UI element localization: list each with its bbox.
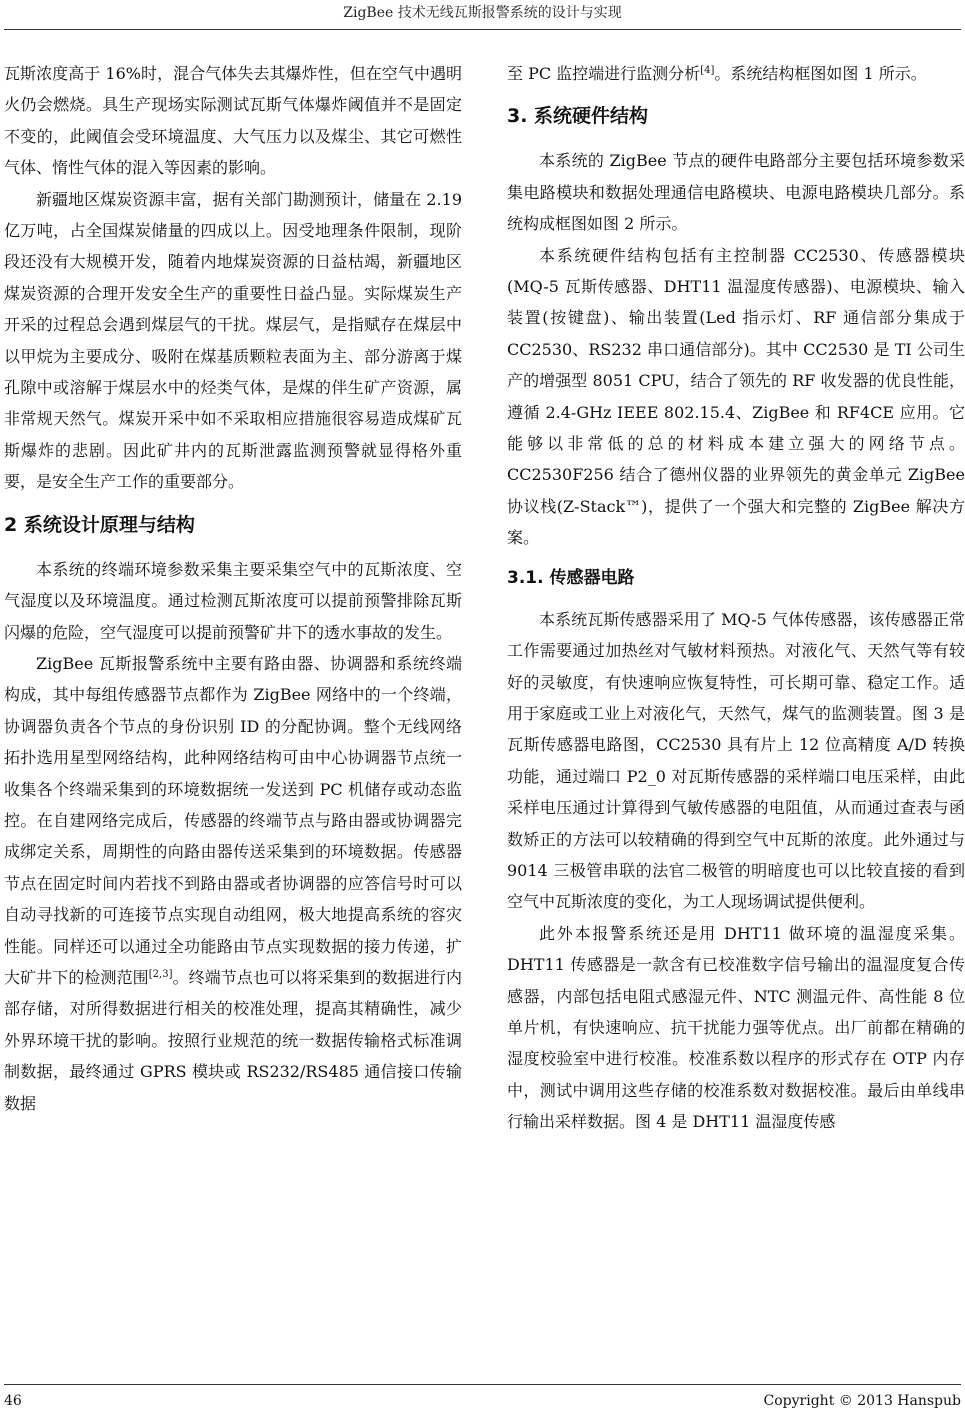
footer-rule [4, 1384, 961, 1385]
paragraph-pc-monitoring [507, 58, 965, 89]
paragraph-hardware-overview: 本系统的 ZigBee 节点的硬件电路部分主要包括环境参数采集电路模块和数据处理通信电路模块、电源电路模块几部分。系统构成框图如图 2 所示。 [507, 151, 965, 234]
citation-4[interactable]: [4] [700, 65, 715, 76]
paragraph-zigbee-network-text: ZigBee 瓦斯报警系统中主要有路由器、协调器和系统终端构成，其中每组传感器节点都作为 ZigBee 网络中的一个终端，协调器负责各个节点的身份识别 ID 的分配协调。整个无线网络拓扑选用星型网络结构，此种网络结构可由中心协调器节点统一收集各个终端采集到的环境数据统一发送到 PC 机储存或动态监控。在自建网络完成后，传感器的终端节点与路由器或协调器完成绑定关系，周期性的向路由器传送采集到的环境数据。传感器节点在固定时间内若找不到路由器或者协调器的应答信号时可以自动寻找新的可连接节点实现自动组网，极大地提高系统的容灾性能。同样还可以通过全功能路由节点实现数据的接力传递，扩大矿井下的检测范围 [4, 653, 462, 987]
section-2-heading: 2 系统设计原理与结构 [4, 513, 195, 536]
section-3-heading: 3. 系统硬件结构 [507, 105, 649, 128]
subsection-3-1-heading: 3.1. 传感器电路 [507, 567, 635, 588]
paragraph-pc-monitoring-text: 至 PC 监控端进行监测分析 [507, 64, 701, 83]
citation-2-3[interactable]: [2,3] [148, 968, 173, 980]
paragraph-dht11-sensor: 此外本报警系统还是用 DHT11 做环境的温湿度采集。DHT11 传感器是一款含有已校准数字信号输出的温湿度复合传感器，内部包括电阻式感湿元件、NTC 测温元件、高性能 8 位单片机，有快速响应、抗干扰能力强等优点。出厂前都在精确的湿度校验室中进行校准。校准系数以程序的形式存在 OTP 内存中，测试中调用这些存储的校准系数对数据校准。最后由单线串行输出采样数据。图 4 是 DHT11 温湿度传感 [507, 923, 965, 1132]
paragraph-mq5-sensor: 本系统瓦斯传感器采用了 MQ-5 气体传感器，该传感器正常工作需要通过加热丝对气敏材料预热。对液化气、天然气等有较好的灵敏度，有快速响应恢复特性，可长期可靠、稳定工作。适用于家庭或工业上对液化气，天然气，煤气的监测装置。图 3 是瓦斯传感器电路图，CC2530 具有片上 12 位高精度 A/D 转换功能，通过端口 P2_0 对瓦斯传感器的采样端口电压采样，由此采样电压通过计算得到气敏传感器的电阻值，从而通过查表与函数矫正的方法可以较精确的得到空气中瓦斯的浓度。此外通过与 9014 三极管串联的法官二极管的明暗度也可以比较直接的看到空气中瓦斯浓度的变化，为工人现场调试提供便利。 [507, 609, 965, 912]
paragraph-pc-monitoring-text-cont: 。系统结构框图如图 1 所示。 [714, 64, 927, 83]
paragraph-terminal-parameters: 本系统的终端环境参数采集主要采集空气中的瓦斯浓度、空气湿度以及环境温度。通过检测瓦斯浓度可以提前预警排除瓦斯闪爆的危险，空气湿度可以提前预警矿井下的透水事故的发生。 [4, 559, 462, 642]
copyright-notice: Copyright © 2013 Hanspub [763, 1393, 961, 1409]
page-number: 46 [4, 1393, 22, 1409]
paragraph-hardware-structure: 本系统硬件结构包括有主控制器 CC2530、传感器模块(MQ-5 瓦斯传感器、DHT11 温湿度传感器)、电源模块、输入装置(按键盘)、输出装置(Led 指示灯、RF 通信部分集成于 CC2530、RS232 串口通信部分)。其中 CC2530 是 TI 公司生产的增强型 8051 CPU，结合了领先的 RF 收发器的优良性能，遵循 2.4-GHz IEEE 802.15.4、ZigBee 和 RF4CE 应用。它能够以非常低的总的材料成本建立强大的网络节点。CC2530F256 结合了德州仪器的业界领先的黄金单元 ZigBee 协议栈(Z-Stack™)，提供了一个强大和完整的 ZigBee 解决方案。 [507, 245, 965, 548]
left-column [4, 58, 462, 1370]
paragraph-zigbee-network-text-cont: 。终端节点也可以将采集到的数据进行内部存储，对所得数据进行相关的校准处理，提高其精确性，减少外界环境干扰的影响。按照行业规范的统一数据传输格式标准调制数据，最终通过 GPRS 模块或 RS232/RS485 通信接口传输数据 [4, 967, 462, 1113]
paragraph-zigbee-network [4, 648, 462, 1119]
paragraph-gas-concentration: 瓦斯浓度高于 16%时，混合气体失去其爆炸性，但在空气中遇明火仍会燃烧。具生产现场实际测试瓦斯气体爆炸阈值并不是固定不变的，此阈值会受环境温度、大气压力以及煤尘、其它可燃性气体、惰性气体的混入等因素的影响。 [4, 64, 462, 178]
header-rule [4, 29, 961, 30]
running-header: ZigBee 技术无线瓦斯报警系统的设计与实现 [343, 5, 622, 21]
paragraph-xinjiang-coal: 新疆地区煤炭资源丰富，据有关部门勘测预计，储量在 2.19 亿万吨，占全国煤炭储量的四成以上。因受地理条件限制，现阶段还没有大规模开发，随着内地煤炭资源的日益枯竭，新疆地区煤炭资源的合理开发安全生产的重要性日益凸显。实际煤炭生产开采的过程总会遇到煤层气的干扰。煤层气，是指赋存在煤层中以甲烷为主要成分、吸附在煤基质颗粒表面为主、部分游离于煤孔隙中或溶解于煤层水中的烃类气体，是煤的伴生矿产资源，属非常规天然气。煤炭开采中如不采取相应措施很容易造成煤矿瓦斯爆炸的悲剧。因此矿井内的瓦斯泄露监测预警就显得格外重要，是安全生产工作的重要部分。 [4, 189, 462, 492]
right-column [507, 58, 965, 1370]
